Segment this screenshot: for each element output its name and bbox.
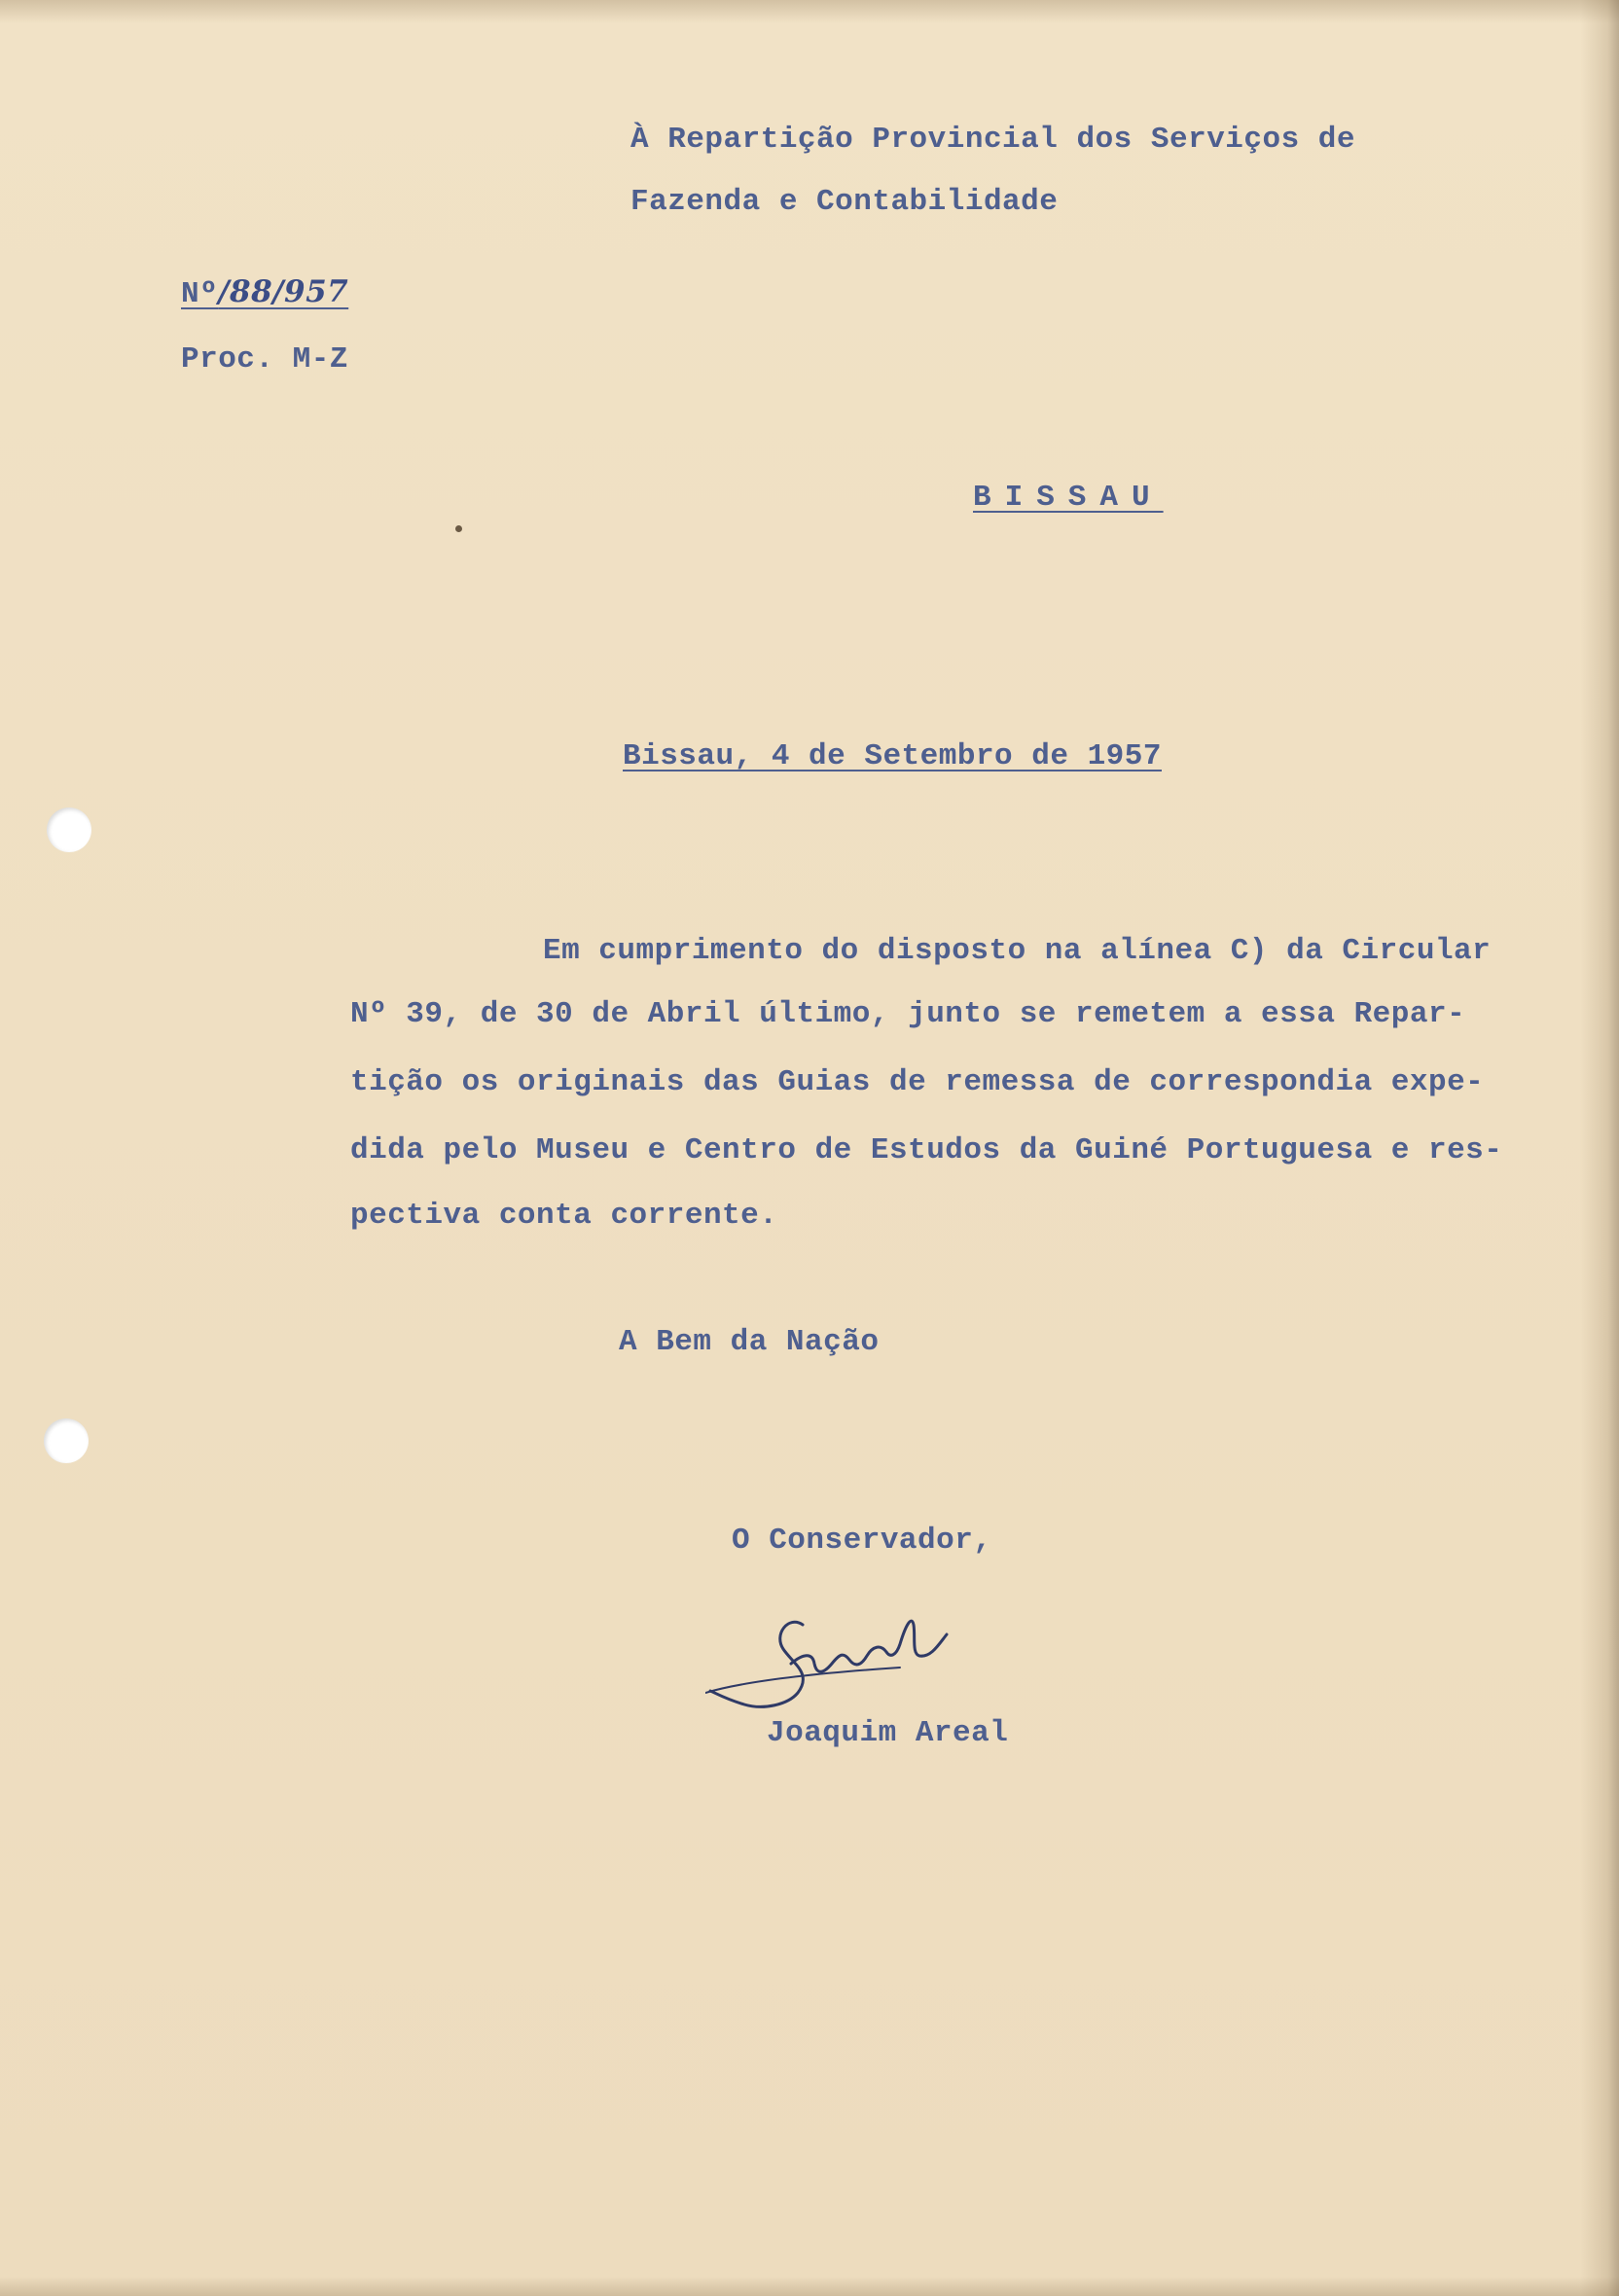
closing-salutation: A Bem da Nação: [619, 1325, 880, 1359]
bottom-edge-shadow: [0, 2277, 1619, 2296]
reference-handwritten-number: /88/957: [218, 274, 349, 309]
process-code: Proc. M-Z: [181, 342, 348, 377]
body-line-3: tição os originais das Guias de remessa de correspondia expe-: [350, 1065, 1485, 1099]
handwritten-signature: [705, 1596, 1007, 1732]
signer-name: Joaquim Areal: [767, 1716, 1009, 1750]
body-line-5: pectiva conta corrente.: [350, 1199, 778, 1233]
punch-hole-bottom: [44, 1418, 89, 1463]
right-edge-shadow: [1580, 0, 1619, 2296]
letter-date: Bissau, 4 de Setembro de 1957: [623, 739, 1162, 773]
body-line-2: Nº 39, de 30 de Abril último, junto se remetem a essa Repar-: [350, 997, 1466, 1031]
recipient-line-2: Fazenda e Contabilidade: [630, 185, 1059, 219]
city-heading: BISSAU: [973, 481, 1164, 515]
reference-prefix: Nº: [181, 277, 219, 311]
ink-speck: [455, 525, 462, 532]
top-edge-shadow: [0, 0, 1619, 23]
reference-number: [181, 274, 348, 311]
signer-title: O Conservador,: [732, 1524, 992, 1558]
body-line-1: Em cumprimento do disposto na alínea C) da Circular: [543, 934, 1492, 968]
body-line-4: dida pelo Museu e Centro de Estudos da Guiné Portuguesa e res-: [350, 1133, 1503, 1167]
punch-hole-top: [47, 807, 91, 852]
recipient-line-1: À Repartição Provincial dos Serviços de: [630, 123, 1356, 157]
